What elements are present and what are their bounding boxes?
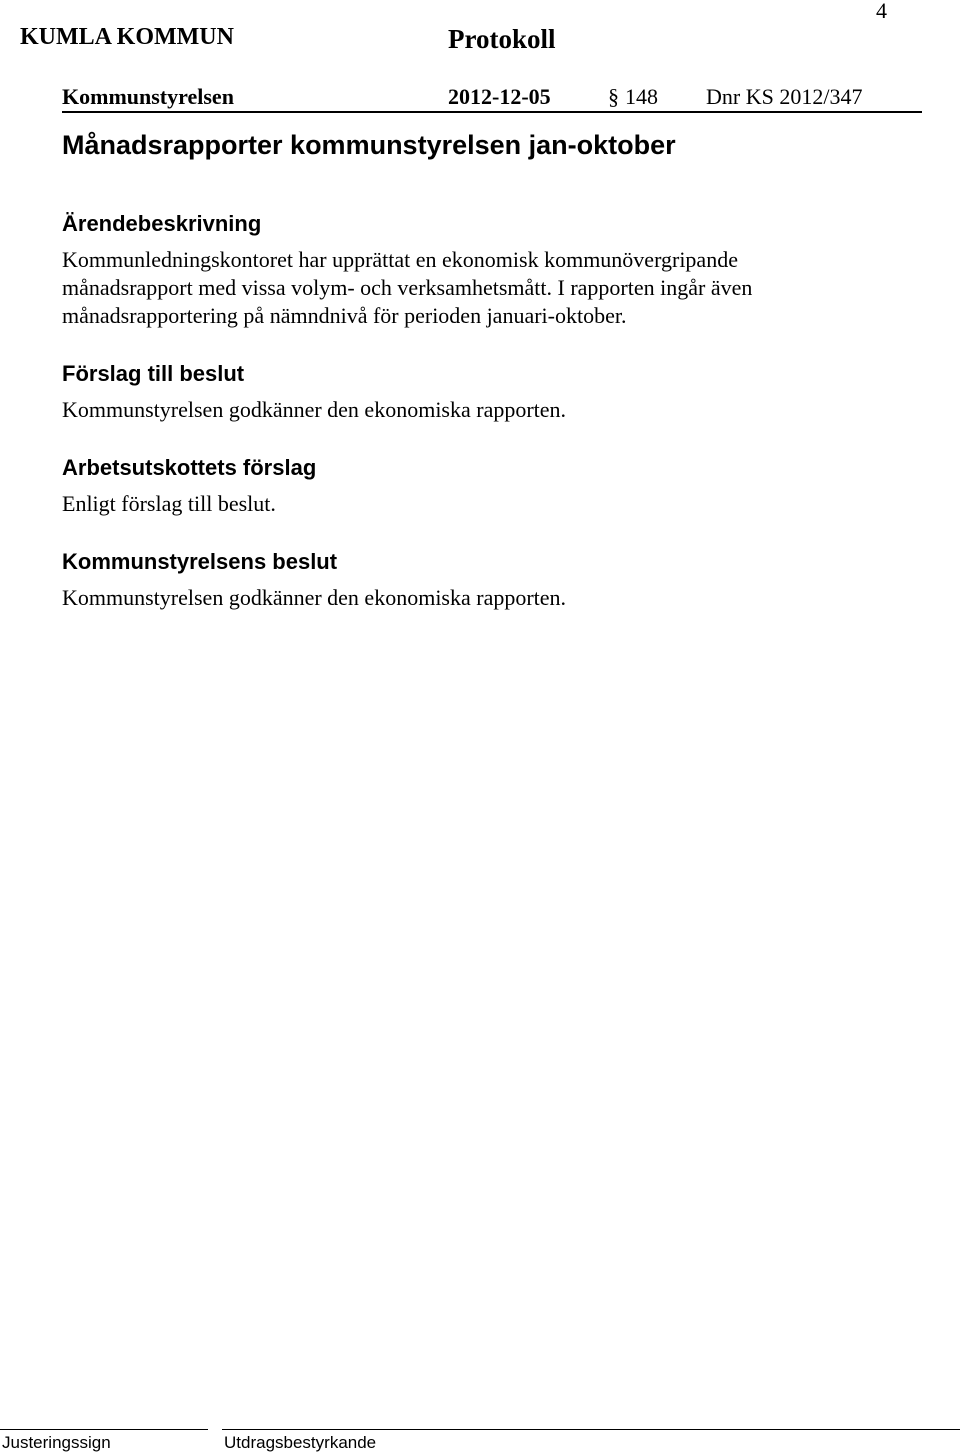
- working-committee-heading: Arbetsutskottets förslag: [62, 455, 317, 480]
- matter-title: Månadsrapporter kommunstyrelsen jan-oktober: [62, 130, 676, 160]
- decision-heading: Kommunstyrelsens beslut: [62, 549, 338, 574]
- description-line: månadsrapportering på nämndnivå för perioden januari-oktober.: [62, 303, 627, 328]
- decision-text: Kommunstyrelsen godkänner den ekonomiska rapporten.: [62, 585, 567, 610]
- proposal-heading: Förslag till beslut: [62, 361, 245, 386]
- section-number: 148: [625, 84, 658, 109]
- signature-line: [0, 1429, 208, 1430]
- meeting-date: 2012-12-05: [448, 84, 551, 109]
- section-symbol: §: [608, 84, 619, 109]
- signature-label: Justeringssign: [2, 1433, 111, 1452]
- certification-label: Utdragsbestyrkande: [224, 1433, 377, 1452]
- description-line: Kommunledningskontoret har upprättat en ekonomisk kommunövergripande: [62, 247, 738, 272]
- committee-name: Kommunstyrelsen: [62, 84, 234, 109]
- header-divider: [62, 111, 922, 113]
- municipality-name: KUMLA KOMMUN: [20, 24, 234, 50]
- working-committee-text: Enligt förslag till beslut.: [62, 491, 276, 516]
- page-number: 4: [876, 0, 887, 23]
- reference-number: Dnr KS 2012/347: [706, 84, 863, 109]
- proposal-text: Kommunstyrelsen godkänner den ekonomiska rapporten.: [62, 397, 567, 422]
- document-type: Protokoll: [448, 24, 556, 54]
- description-heading: Ärendebeskrivning: [62, 211, 262, 236]
- description-line: månadsrapport med vissa volym- och verksamhetsmått. I rapporten ingår även: [62, 275, 753, 300]
- description-paragraph: [62, 246, 862, 330]
- certification-line: [222, 1429, 960, 1430]
